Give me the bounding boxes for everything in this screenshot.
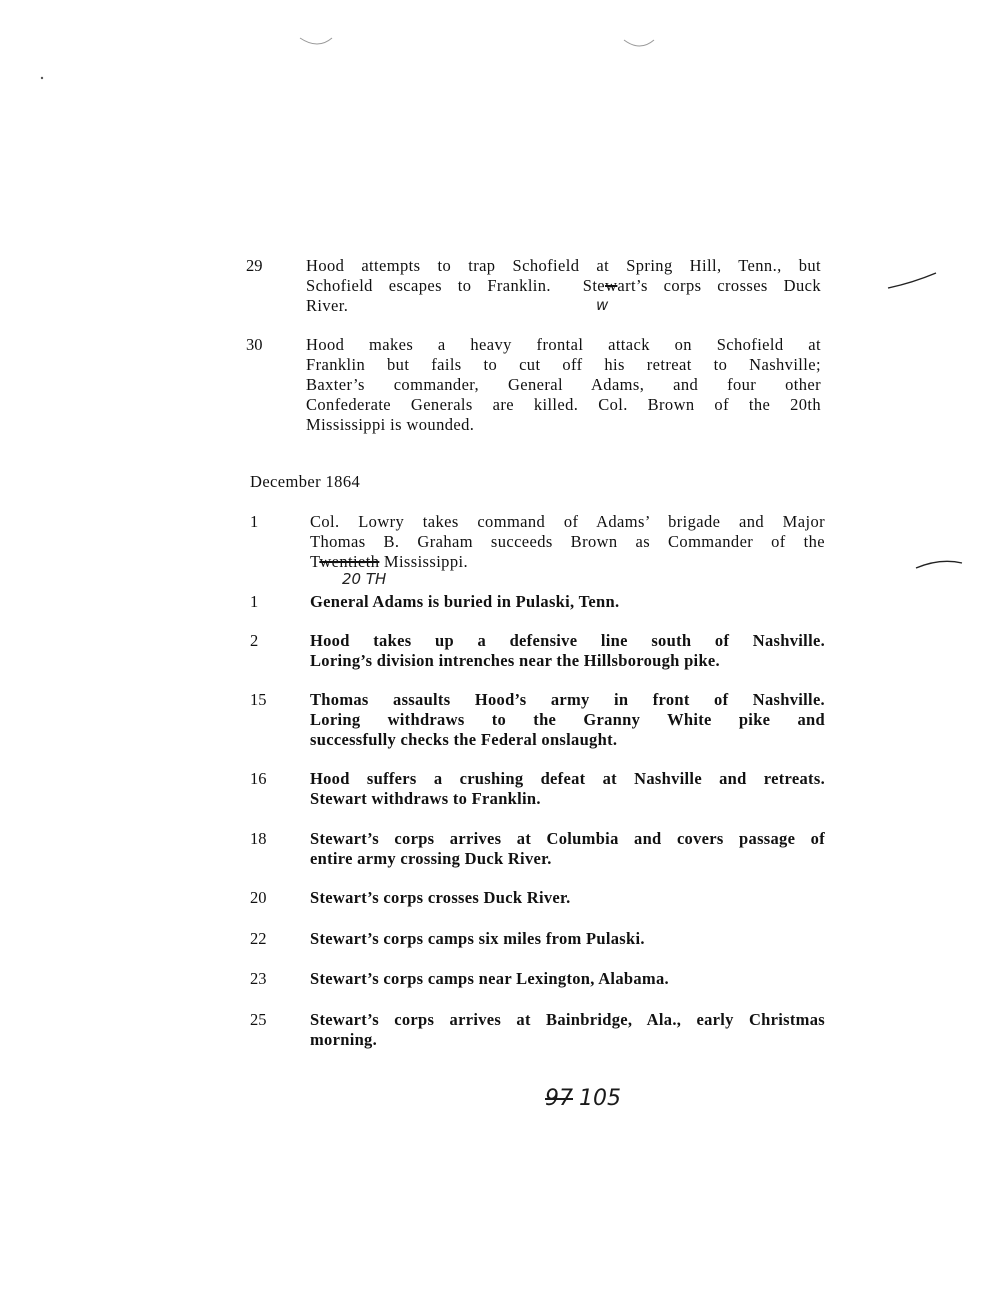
entry-line-part: art’s corps crosses Duck (617, 276, 821, 295)
entry-text (310, 512, 825, 572)
struck-word: wentieth (319, 552, 380, 571)
entry-text (310, 969, 825, 989)
entry-line (310, 552, 825, 572)
entry-line: Thomas B. Graham succeeds Brown as Commander of the (310, 532, 825, 551)
entry-line: General Adams is buried in Pulaski, Tenn. (310, 592, 620, 611)
month-heading: December 1864 (250, 472, 361, 491)
entry-text (310, 631, 825, 671)
entry-line: Confederate Generals are killed. Col. Brown of the 20th (306, 395, 821, 414)
entry-text (310, 888, 825, 908)
entry-text (306, 256, 821, 316)
entry-day: 29 (246, 256, 263, 275)
entry-line: River. (306, 296, 349, 315)
entry-day: 2 (250, 631, 259, 650)
entry-line: Stewart’s corps camps near Lexington, Alabama. (310, 969, 669, 988)
entry-day: 30 (246, 335, 263, 354)
page-number-new: 105 (579, 1086, 621, 1111)
entry-line: Mississippi is wounded. (306, 415, 475, 434)
entry-line: Stewart’s corps arrives at Bainbridge, Ala., early Christmas (310, 1010, 825, 1029)
page-number-old: 97 (545, 1086, 573, 1111)
entry-line: entire army crossing Duck River. (310, 849, 552, 868)
entry-day: 22 (250, 929, 267, 948)
entry-line: Stewart’s corps camps six miles from Pulaski. (310, 929, 645, 948)
entry-line: Loring withdraws to the Granny White pike and (310, 710, 825, 729)
entry-day: 23 (250, 969, 267, 988)
entry-line: Franklin but fails to cut off his retreat to Nashville; (306, 355, 821, 374)
entry-line: Thomas assaults Hood’s army in front of Nashville. (310, 690, 825, 709)
entry-line: Stewart’s corps crosses Duck River. (310, 888, 571, 907)
entry-text (306, 335, 821, 435)
entry-line: Hood suffers a crushing defeat at Nashville and retreats. (310, 769, 825, 788)
entry-line: Col. Lowry takes command of Adams’ brigade and Major (310, 512, 825, 531)
entry-line (306, 276, 821, 296)
entry-day: 18 (250, 829, 267, 848)
entry-text (310, 1010, 825, 1050)
entry-day: 25 (250, 1010, 267, 1029)
entry-day: 20 (250, 888, 267, 907)
handwritten-correction: w (596, 296, 609, 314)
entry-line: successfully checks the Federal onslaught. (310, 730, 618, 749)
entry-day: 15 (250, 690, 267, 709)
handwritten-page-number (545, 1086, 621, 1111)
entry-line: Baxter’s commander, General Adams, and four other (306, 375, 821, 394)
entry-line: Hood takes up a defensive line south of Nashville. (310, 631, 825, 650)
entry-day: 16 (250, 769, 267, 788)
struck-letter: w (605, 276, 618, 295)
entry-line: Stewart withdraws to Franklin. (310, 789, 541, 808)
entry-line: Stewart’s corps arrives at Columbia and covers passage of (310, 829, 825, 848)
entry-text (310, 829, 825, 869)
entry-text (310, 690, 825, 750)
entry-line-part: Schofield escapes to Franklin. (306, 276, 551, 295)
entry-line: Hood attempts to trap Schofield at Spring Hill, Tenn., but (306, 256, 821, 275)
entry-line-part: Ste (582, 276, 606, 295)
entry-day: 1 (250, 512, 259, 531)
entry-text (310, 769, 825, 809)
entry-line: Hood makes a heavy frontal attack on Schofield at (306, 335, 821, 354)
entry-text (310, 592, 825, 612)
entry-day: 1 (250, 592, 259, 611)
entry-line: Loring’s division intrenches near the Hillsborough pike. (310, 651, 720, 670)
entry-line-part: T (310, 552, 320, 571)
entry-line: morning. (310, 1030, 378, 1049)
entry-text (310, 929, 825, 949)
handwritten-correction: 20 TH (342, 570, 387, 588)
entry-line-part: Mississippi. (379, 552, 468, 571)
